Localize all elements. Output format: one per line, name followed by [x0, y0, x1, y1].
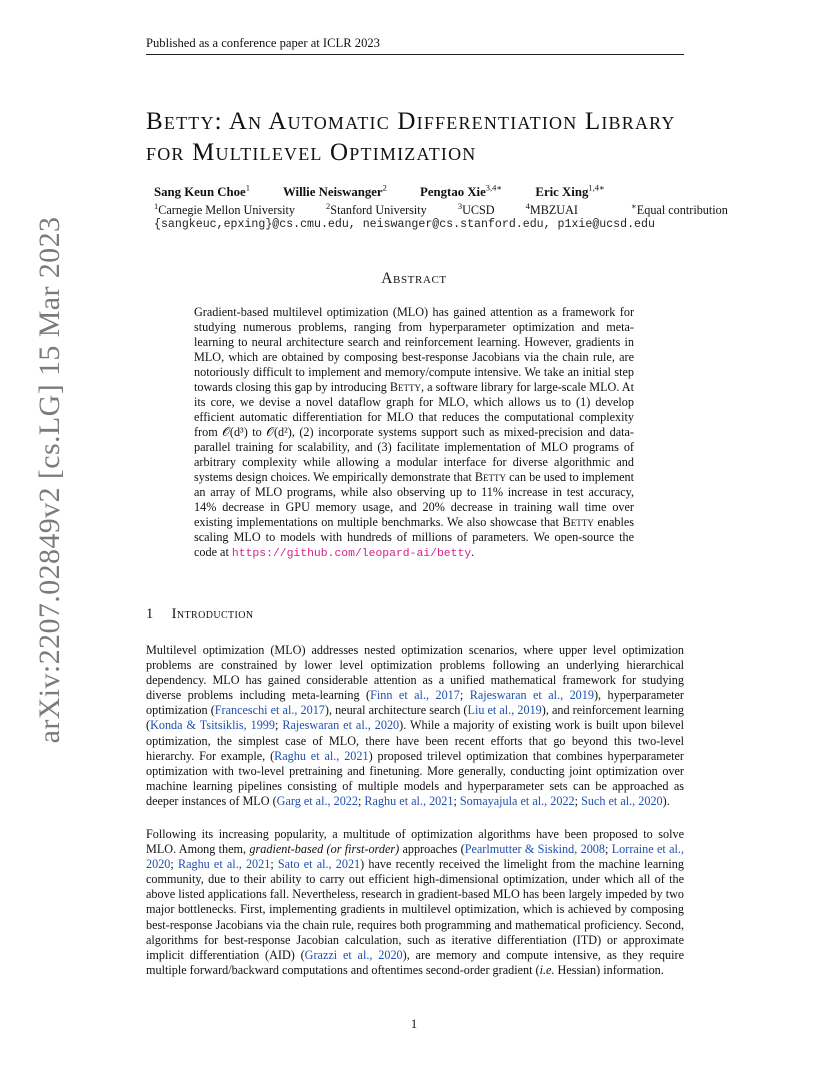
affiliation: $^4$MBZUAI	[525, 201, 578, 218]
author-emails: {sangkeuc,epxing}@cs.cmu.edu, neiswanger@cs.stanford.edu, p1xie@ucsd.edu	[154, 218, 655, 231]
library-name: Betty	[474, 470, 507, 484]
equal-contribution-note: ∗Equal contribution	[631, 201, 728, 218]
emphasis-text: gradient-based (or first-order)	[249, 842, 400, 857]
emphasis-text: i.e.	[539, 962, 555, 977]
citation-link[interactable]: Garg et al., 2022	[276, 793, 358, 808]
section-heading-introduction	[146, 606, 254, 623]
citation-link[interactable]: Raghu et al., 2021	[177, 857, 271, 872]
citation-link[interactable]: Finn et al., 2017	[370, 688, 460, 703]
author: Eric Xing$^{1,4∗}$	[535, 183, 605, 200]
citation-link[interactable]: Konda & Tsitsiklis, 1999	[150, 718, 275, 733]
author: Willie Neiswanger$^2$	[282, 183, 387, 200]
title-line-1: Betty: An Automatic Differentiation Library	[146, 108, 676, 135]
paragraph-text: ;	[170, 857, 178, 872]
code-url-link[interactable]: https://github.com/leopard-ai/betty	[231, 548, 472, 560]
intro-paragraph-2	[146, 827, 684, 978]
title-line-2: for Multilevel Optimization	[146, 139, 477, 166]
citation-link[interactable]: Sato et al., 2021	[277, 857, 361, 872]
paragraph-text: Following its increasing popularity, a multitude of optimization algorithms have been proposed to solve MLO. Among them,	[146, 827, 684, 857]
paragraph-text: ;	[270, 857, 278, 872]
citation-link[interactable]: Grazzi et al., 2020	[304, 947, 403, 962]
section-title: Introduction	[171, 606, 254, 622]
paragraph-text: ), hyperparameter optimization (	[146, 688, 684, 718]
paragraph-text: ), neural architecture search (	[324, 703, 468, 718]
abstract-body: Gradient-based multilevel optimization (MLO) has gained attention as a framework for studying numerous problems, ranging from hyperparameter optimization and meta-learning to neural architecture search and reinforcement learning. However, gradients in MLO, which are obtained by composing best-response Jacobians via the chain rule, are notoriously difficult to implement and memory/compute intensive. We take an initial step towards closing this gap by introducing Betty, a software library for large-scale MLO. At its core, we devise a novel dataflow graph for MLO, which allows us to (1) develop efficient automatic differentiation for MLO that reduces the computational complexity from 𝒪(d³) to 𝒪(d²), (2) incorporate systems support such as mixed-precision and data-parallel training for scalability, and (3) facilitate implementation of MLO programs of arbitrary complexity while allowing a modular interface for diverse algorithmic and systems design choices. We empirically demonstrate that Betty can be used to implement an array of MLO programs, while also observing up to 11% increase in test accuracy, 14% decrease in GPU memory usage, and 20% decrease in training wall time over existing implementations on multiple benchmarks. We also showcase that Betty enables scaling MLO to models with hundreds of millions of parameters. We open-source the code at https://github.com/leopard-ai/betty.	[194, 305, 634, 560]
citation-link[interactable]: Rajeswaran et al., 2019	[469, 688, 594, 703]
library-name: Betty	[562, 515, 594, 529]
paragraph-text: ;	[605, 842, 612, 857]
author: Sang Keun Choe$^1$	[154, 183, 250, 200]
author-list	[154, 183, 605, 200]
abstract-heading: Abstract	[381, 270, 447, 287]
library-name: Betty	[389, 380, 422, 394]
section-number: 1	[146, 606, 154, 622]
paragraph-text: ), are memory and compute intensive, as they require multiple forward/backward computations and oftentimes second-order gradient (	[146, 947, 684, 977]
paragraph-text: ).	[662, 793, 670, 808]
citation-link[interactable]: Rajeswaran et al., 2020	[282, 718, 400, 733]
citation-link[interactable]: Pearlmutter & Siskind, 2008	[464, 842, 605, 857]
paragraph-text: ) proposed trilevel optimization that combines hyperparameter optimization with two-level pretraining and finetuning. More generally, conducting joint optimization over machine learning pipelines consisting of multiple models and hyperparameter sets can be approached as deeper instances of MLO (	[146, 748, 684, 808]
paper-title	[146, 106, 706, 168]
page-number: 1	[410, 1017, 418, 1031]
paragraph-text: ;	[274, 718, 283, 733]
intro-paragraph-1	[146, 643, 684, 809]
paragraph-text: ;	[453, 793, 460, 808]
citation-link[interactable]: Lorraine et al., 2020	[146, 842, 685, 872]
arxiv-identifier[interactable]: arXiv:2207.02849v2 [cs.LG] 15 Mar 2023	[33, 216, 66, 744]
paragraph-text: ;	[459, 688, 470, 703]
paragraph-text: ). While a majority of existing work is built upon bilevel optimization, the simplest case of MLO, there have been recent efforts that go beyond this two-level hierarchy. For example, (	[146, 718, 684, 763]
paragraph-text: approaches (	[399, 842, 465, 857]
paragraph-text: Multilevel optimization (MLO) addresses nested optimization scenarios, where upper level optimization problems are constrained by lower level optimization problems following an underlying hierarchical dependency. MLO has gained considerable attention as a unified mathematical framework for studying diverse problems including meta-learning (	[146, 643, 684, 703]
running-header: Published as a conference paper at ICLR 2023	[146, 36, 380, 50]
citation-link[interactable]: Such et al., 2020	[581, 793, 663, 808]
author: Pengtao Xie$^{3,4∗}$	[420, 183, 503, 200]
affiliation: $^3$UCSD	[457, 201, 495, 218]
affiliation: $^1$Carnegie Mellon University	[154, 201, 295, 218]
affiliations	[154, 201, 742, 218]
paragraph-text: ) have recently received the limelight from the machine learning community, due to their ability to carry out efficient high-dimensional optimization, under which all of the above listed applications fall. Nevertheless, research in gradient-based MLO has been largely impeded by two major bottlenecks. First, implementing gradients in multilevel optimization, which is achieved by composing best-response Jacobians via the chain rule, requires both programming and mathematical proficiency. Second, algorithms for best-response Jacobian calculation, such as iterative differentiation (ITD) or approximate implicit differentiation (AID) (	[146, 857, 684, 962]
paragraph-text: Hessian) information.	[554, 962, 664, 977]
citation-link[interactable]: Raghu et al., 2021	[364, 793, 454, 808]
header-rule	[146, 54, 684, 55]
affiliation: $^2$Stanford University	[326, 201, 427, 218]
paragraph-text: ;	[357, 793, 365, 808]
citation-link[interactable]: Somayajula et al., 2022	[459, 793, 575, 808]
paragraph-text: ;	[574, 793, 582, 808]
citation-link[interactable]: Franceschi et al., 2017	[214, 703, 325, 718]
paragraph-text: ), and reinforcement learning (	[146, 703, 685, 733]
citation-link[interactable]: Raghu et al., 2021	[274, 748, 369, 763]
citation-link[interactable]: Liu et al., 2019	[467, 703, 542, 718]
